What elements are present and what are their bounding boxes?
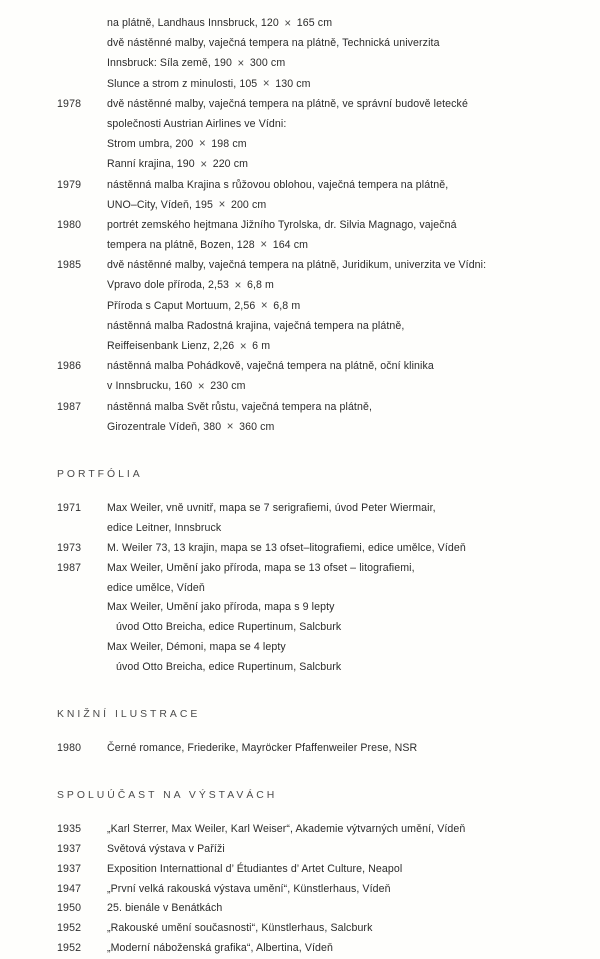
section-heading-spoluucast-na-vystavach: SPOLUÚČAST NA VÝSTAVÁCH — [57, 789, 278, 801]
entry-row — [0, 95, 600, 176]
entry-row — [0, 880, 600, 900]
entry-line: Ranní krajina, 190 × 220 cm — [107, 155, 592, 175]
entry-row — [0, 398, 600, 438]
entry-lines — [107, 398, 592, 438]
entry-line: nástěnná malba Svět růstu, vaječná tempera na plátně, — [107, 400, 373, 413]
entry-line: v Innsbrucku, 160 × 230 cm — [107, 377, 592, 397]
entry-lines — [107, 95, 592, 176]
entry-line: „První velká rakouská výstava umění“, Künstlerhaus, Vídeň — [107, 882, 391, 895]
entry-line: 25. bienále v Benátkách — [107, 902, 223, 915]
entry-lines — [107, 820, 592, 840]
multiplication-sign: × — [234, 279, 242, 292]
entry-row — [0, 216, 600, 256]
entry-lines — [107, 860, 592, 880]
entry-line: UNO–City, Vídeň, 195 × 200 cm — [107, 196, 592, 216]
entry-row — [0, 860, 600, 880]
multiplication-sign: × — [197, 380, 205, 393]
section-heading-knizni-ilustrace: KNIŽNÍ ILUSTRACE — [57, 709, 201, 721]
entry-line: Innsbruck: Síla země, 190 × 300 cm — [107, 54, 592, 74]
entry-line: úvod Otto Breicha, edice Rupertinum, Salcburk — [116, 661, 342, 674]
section-gap — [0, 806, 600, 820]
entry-line: dvě nástěnné malby, vaječná tempera na plátně, ve správní budově letecké — [107, 98, 468, 111]
entry-lines — [107, 559, 592, 678]
entry-line: nástěnná malba Pohádkově, vaječná tempera na plátně, oční klinika — [107, 360, 434, 373]
multiplication-sign: × — [198, 138, 206, 151]
entry-line: M. Weiler 73, 13 krajin, mapa se 13 ofset–litografiemi, edice umělce, Vídeň — [107, 541, 466, 554]
entry-year: 1985 — [57, 259, 82, 272]
entry-line: edice umělce, Vídeň — [107, 581, 205, 594]
entry-line: úvod Otto Breicha, edice Rupertinum, Salcburk — [116, 621, 342, 634]
multiplication-sign: × — [260, 300, 268, 313]
entry-lines — [107, 499, 592, 539]
entry-year: 1947 — [57, 882, 82, 895]
section-gap — [0, 725, 600, 739]
multiplication-sign: × — [218, 199, 226, 212]
entry-line: tempera na plátně, Bozen, 128 × 164 cm — [107, 236, 592, 256]
entry-year: 1978 — [57, 98, 82, 111]
entry-year: 1979 — [57, 178, 82, 191]
entry-row — [0, 919, 600, 939]
entry-row — [0, 357, 600, 397]
entry-year: 1973 — [57, 541, 82, 554]
multiplication-sign: × — [284, 17, 292, 30]
entry-line: Max Weiler, Démoni, mapa se 4 lepty — [107, 641, 286, 654]
entry-line: „Rakouské umění současnosti“, Künstlerhaus, Salcburk — [107, 922, 373, 935]
entry-row — [0, 840, 600, 860]
entry-lines — [107, 919, 592, 939]
entry-line: Max Weiler, Umění jako příroda, mapa s 9 lepty — [107, 601, 335, 614]
multiplication-sign: × — [239, 340, 247, 353]
entry-line: „Karl Sterrer, Max Weiler, Karl Weiser“, Akademie výtvarných umění, Vídeň — [107, 822, 466, 835]
entry-year: 1980 — [57, 742, 82, 754]
entry-lines — [107, 739, 592, 759]
entry-year: 1937 — [57, 842, 82, 855]
entry-line: dvě nástěnné malby, vaječná tempera na plátně, Technická univerzita — [107, 37, 440, 50]
entry-row — [0, 499, 600, 539]
entry-line: Světová výstava v Paříži — [107, 842, 225, 855]
entry-lines — [107, 939, 592, 959]
section-gap — [0, 678, 600, 705]
entry-year: 1987 — [57, 561, 82, 574]
entry-line: dvě nástěnné malby, vaječná tempera na plátně, Juridikum, univerzita ve Vídni: — [107, 259, 487, 272]
entry-line: nástěnná malba Krajina s růžovou oblohou, vaječná tempera na plátně, — [107, 178, 449, 191]
entry-row — [0, 739, 600, 759]
entry-line: Exposition Internattional d’ Étudiantes d’ Artet Culture, Neapol — [107, 862, 403, 875]
section-gap — [0, 438, 600, 465]
entry-row — [0, 256, 600, 357]
entry-lines — [107, 840, 592, 860]
entry-row — [0, 820, 600, 840]
entry-line: Girozentrale Vídeň, 380 × 360 cm — [107, 418, 592, 438]
multiplication-sign: × — [200, 158, 208, 171]
entry-row — [0, 939, 600, 959]
entry-year: 1937 — [57, 862, 82, 875]
entry-lines — [107, 176, 592, 216]
entry-year: 1950 — [57, 902, 82, 915]
entry-year: 1935 — [57, 822, 82, 835]
entry-line: edice Leitner, Innsbruck — [107, 521, 222, 534]
entry-line: Reiffeisenbank Lienz, 2,26 × 6 m — [107, 337, 592, 357]
entry-lines — [107, 539, 592, 559]
entry-line: Max Weiler, Umění jako příroda, mapa se 13 ofset – litografiemi, — [107, 561, 415, 574]
entry-line: nástěnná malba Radostná krajina, vaječná tempera na plátně, — [107, 320, 405, 333]
document-body — [0, 14, 600, 959]
entry-line: Černé romance, Friederike, Mayröcker Pfaffenweiler Prese, NSR — [107, 742, 418, 754]
entry-year: 1952 — [57, 922, 82, 935]
entry-line: „Moderní náboženská grafika“, Albertina, Vídeň — [107, 942, 334, 955]
entry-line: Slunce a strom z minulosti, 105 × 130 cm — [107, 75, 592, 95]
section-gap — [0, 485, 600, 499]
multiplication-sign: × — [226, 421, 234, 434]
entry-lines — [107, 216, 592, 256]
section-gap — [0, 759, 600, 786]
multiplication-sign: × — [260, 239, 268, 252]
entry-year: 1952 — [57, 942, 82, 955]
entry-row — [0, 899, 600, 919]
entry-row — [0, 176, 600, 216]
entry-line: na plátně, Landhaus Innsbruck, 120 × 165 cm — [107, 14, 592, 34]
entry-line: Strom umbra, 200 × 198 cm — [107, 135, 592, 155]
entry-row — [0, 539, 600, 559]
entry-lines — [107, 14, 592, 95]
entry-line: Příroda s Caput Mortuum, 2,56 × 6,8 m — [107, 297, 592, 317]
entry-year: 1987 — [57, 400, 82, 413]
entry-lines — [107, 256, 592, 357]
entry-line: portrét zemského hejtmana Jižního Tyrolska, dr. Silvia Magnago, vaječná — [107, 219, 457, 232]
multiplication-sign: × — [262, 78, 270, 91]
entry-line: společnosti Austrian Airlines ve Vídni: — [107, 118, 287, 131]
entry-row — [0, 559, 600, 678]
entry-line: Max Weiler, vně uvnitř, mapa se 7 serigrafiemi, úvod Peter Wiermair, — [107, 501, 436, 514]
entry-year: 1986 — [57, 360, 82, 373]
multiplication-sign: × — [237, 57, 245, 70]
entry-year: 1980 — [57, 219, 82, 232]
entry-row — [0, 14, 600, 95]
entry-line: Vpravo dole příroda, 2,53 × 6,8 m — [107, 276, 592, 296]
entry-lines — [107, 880, 592, 900]
entry-year: 1971 — [57, 501, 82, 514]
section-heading-portfolia: PORTFÓLIA — [57, 469, 143, 481]
entry-lines — [107, 899, 592, 919]
entry-lines — [107, 357, 592, 397]
